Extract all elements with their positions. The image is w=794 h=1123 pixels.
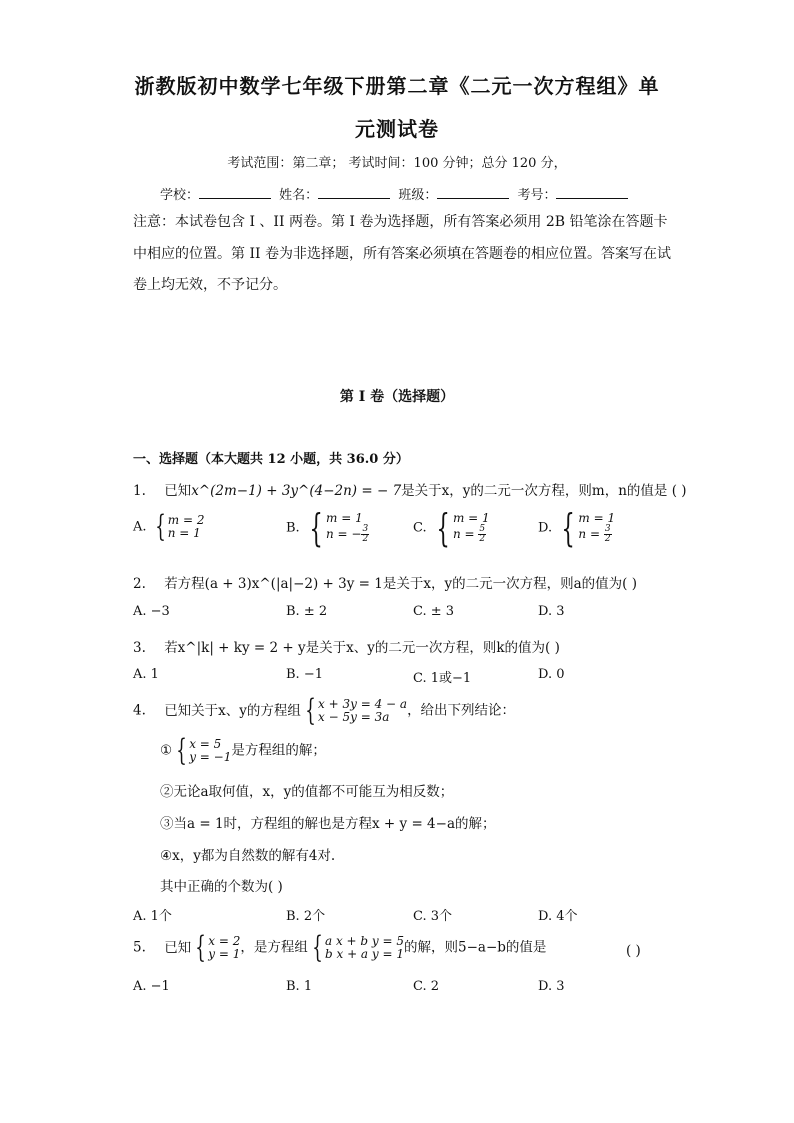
q5-number: 5.: [133, 939, 146, 956]
brace-icon: {: [305, 693, 316, 728]
q1-b-line2: n = −: [326, 527, 362, 541]
q3-option-d[interactable]: D. 0: [538, 667, 565, 682]
q1-c-line1: m = 1: [452, 511, 490, 525]
q1-option-b-label: B.: [286, 520, 300, 536]
q4-number: 4.: [133, 702, 146, 719]
brace-icon: {: [312, 930, 323, 965]
q5-system-2: [325, 935, 404, 961]
q1-c-fraction: [478, 525, 486, 544]
q5-s1-line2: y = 1: [208, 947, 241, 961]
q4-sys-line1: x + 3y = 4 − a: [318, 697, 408, 711]
q1-option-d[interactable]: [538, 506, 616, 550]
brace-icon: {: [436, 506, 450, 550]
q5-option-c[interactable]: C. 2: [413, 979, 440, 994]
q1-option-a-system: [168, 514, 205, 540]
notice-line3: 卷上均无效，不予记分。: [133, 277, 287, 293]
q4-conclusion-1: [160, 733, 326, 768]
q4-c1-mark: ①: [160, 742, 173, 759]
notice-line1: 注意：本试卷包含 I 、II 两卷。第 I 卷为选择题，所有答案必须用 2B 铅笔涂在答题卡: [133, 214, 668, 230]
brace-icon: {: [561, 506, 575, 550]
q1-option-c-label: C.: [413, 520, 427, 536]
brace-icon: {: [176, 733, 187, 768]
q5-answer-paren: ( ): [626, 943, 641, 959]
q1-option-a-label: A.: [133, 519, 147, 535]
q1-option-d-label: D.: [538, 520, 553, 536]
q3-option-c[interactable]: C. 1或−1: [413, 671, 472, 686]
q5-option-b[interactable]: B. 1: [286, 979, 313, 994]
q1-d-fraction: [604, 525, 612, 544]
q1-b-line1: m = 1: [326, 511, 363, 525]
q1-d-line2: n =: [578, 527, 604, 541]
q5-post: 的解，则5−a−b的值是: [404, 939, 547, 956]
question-5: [133, 930, 547, 965]
q5-system-1: [208, 935, 240, 961]
q1-option-d-system: [578, 512, 615, 544]
q1-a-line2: n = 1: [167, 526, 201, 540]
exam-title-line1: 浙教版初中数学七年级下册第二章《二元一次方程组》单: [134, 74, 660, 98]
q4-system: [318, 698, 407, 724]
q1-post: 是关于x，y的二元一次方程，则m，n的值是 ( ): [401, 483, 687, 499]
q1-pre: 已知: [164, 483, 192, 499]
q2-option-d[interactable]: D. 3: [538, 604, 565, 619]
q3-number: 3.: [133, 640, 146, 656]
q4-c1-system: [189, 738, 231, 764]
q3-option-b[interactable]: B. −1: [286, 667, 323, 682]
student-info-row: [160, 184, 632, 203]
question-3: [133, 636, 560, 656]
q5-s1-line1: x = 2: [208, 934, 241, 948]
q5-s2-line1: a x + b y = 5: [324, 934, 404, 948]
q2-option-a[interactable]: A. −3: [133, 604, 170, 619]
question-1: [133, 479, 687, 499]
q1-option-b-system: [326, 512, 369, 544]
q4-conclusion-4: ④x，y都为自然数的解有4对.: [160, 848, 336, 864]
question-2: [133, 572, 637, 592]
q5-pre: 已知: [164, 939, 192, 956]
q4-c1-post: 是方程组的解；: [231, 742, 326, 759]
q1-c-line2: n =: [452, 527, 479, 541]
q4-pre: 已知关于x、y的方程组: [164, 702, 301, 719]
brace-icon: {: [195, 930, 206, 965]
brace-icon: {: [309, 506, 323, 550]
school-label: 学校：: [160, 188, 200, 203]
q2-text: 若方程(a + 3)x^(|a|−2) + 3y = 1是关于x，y的二元一次方程，则a的值为( ): [164, 576, 637, 592]
q1-option-c-system: [453, 512, 490, 544]
q1-d-den: 2: [604, 534, 611, 544]
q1-d-num: 3: [604, 524, 611, 534]
q1-d-line1: m = 1: [578, 511, 616, 525]
q1-c-den: 2: [479, 534, 486, 544]
q1-b-fraction: [361, 525, 369, 544]
class-label: 班级：: [398, 188, 438, 203]
q5-mid: ，是方程组: [240, 939, 308, 956]
q4-post: ，给出下列结论：: [407, 702, 516, 719]
q4-conclusion-2: ②无论a取何值，x，y的值都不可能互为相反数；: [160, 784, 454, 800]
q1-b-num: 3: [362, 524, 369, 534]
q4-option-b[interactable]: B. 2个: [286, 909, 326, 924]
section-title: 一、选择题（本大题共 12 小题，共 36.0 分）: [133, 452, 409, 467]
q5-s2-line2: b x + a y = 1: [324, 947, 404, 961]
q1-b-den: 2: [362, 534, 369, 544]
part1-title: 第 I 卷（选择题）: [339, 389, 455, 405]
number-blank[interactable]: [556, 186, 628, 199]
q1-expr: x^(2m−1) + 3y^(4−2n) = − 7: [191, 483, 402, 499]
q1-option-c[interactable]: [413, 506, 490, 550]
q3-text: 若x^|k| + ky = 2 + y是关于x、y的二元一次方程，则k的值为( ): [164, 640, 560, 656]
q3-option-a[interactable]: A. 1: [133, 667, 159, 682]
q5-option-a[interactable]: A. −1: [133, 979, 170, 994]
number-label: 考号：: [517, 188, 557, 203]
q1-option-b[interactable]: [286, 506, 369, 550]
q1-option-a[interactable]: [133, 509, 205, 544]
name-label: 姓名：: [279, 188, 319, 203]
q1-a-line1: m = 2: [167, 513, 205, 527]
brace-icon: {: [154, 509, 166, 544]
q1-c-num: 5: [479, 524, 486, 534]
q5-option-d[interactable]: D. 3: [538, 979, 565, 994]
exam-info: 考试范围：第二章； 考试时间：100 分钟；总分 120 分，: [227, 156, 567, 171]
q4-c1-line1: x = 5: [189, 737, 222, 751]
q4-option-c[interactable]: C. 3个: [413, 909, 453, 924]
q2-number: 2.: [133, 576, 146, 592]
class-blank[interactable]: [437, 186, 509, 199]
school-blank[interactable]: [199, 186, 271, 199]
q4-sys-line2: x − 5y = 3a: [318, 710, 390, 724]
name-blank[interactable]: [318, 186, 390, 199]
q4-ask: 其中正确的个数为( ): [160, 879, 283, 895]
q2-option-b[interactable]: B. ± 2: [286, 604, 328, 619]
q4-option-a[interactable]: A. 1个: [133, 909, 172, 924]
exam-title-line2: 元测试卷: [355, 117, 439, 141]
question-4: [133, 693, 516, 728]
q4-c1-line2: y = −1: [189, 750, 232, 764]
q2-option-c[interactable]: C. ± 3: [413, 604, 455, 619]
q4-option-d[interactable]: D. 4个: [538, 909, 578, 924]
q4-conclusion-3: ③当a = 1时，方程组的解也是方程x + y = 4−a的解；: [160, 816, 496, 832]
q1-number: 1.: [133, 483, 146, 499]
notice-line2: 中相应的位置。第 II 卷为非选择题，所有答案必须填在答题卷的相应位置。答案写在试: [133, 246, 671, 262]
